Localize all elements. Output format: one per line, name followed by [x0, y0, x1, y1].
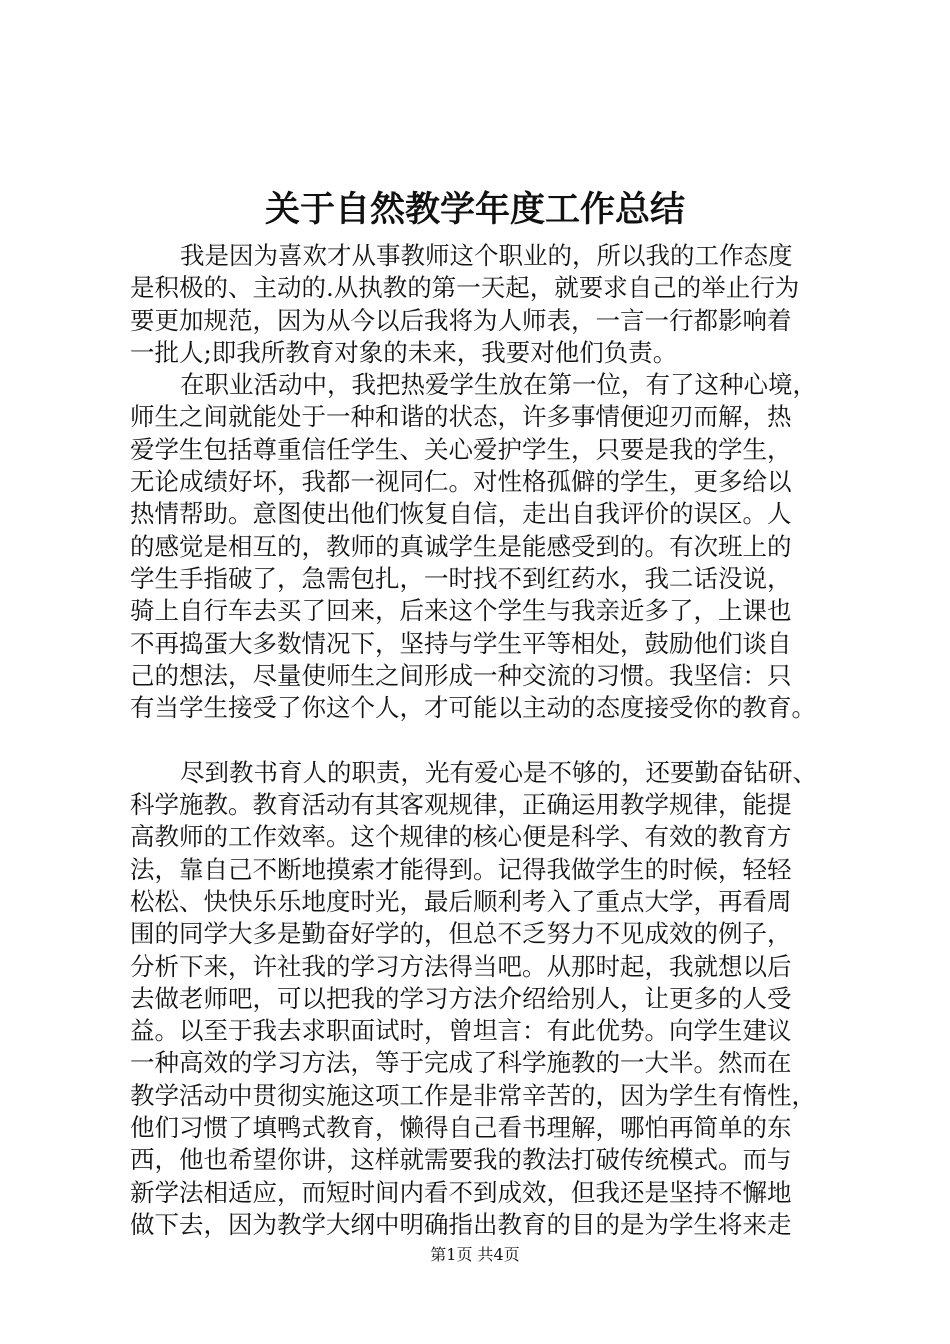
- paragraph-3-line: 一种高效的学习方法，等于完成了科学施教的一大半。然而在: [130, 1048, 792, 1078]
- paragraph-2-line: 不再捣蛋大多数情况下，坚持与学生平等相处，鼓励他们谈自: [130, 628, 792, 658]
- paragraph-2-line: 无论成绩好坏，我都一视同仁。对性格孤僻的学生，更多给以: [130, 467, 792, 497]
- paragraph-3-line: 高教师的工作效率。这个规律的核心便是科学、有效的教育方: [130, 822, 792, 852]
- paragraph-3-line: 尽到教书育人的职责，光有爱心是不够的，还要勤奋钻研、: [180, 757, 817, 787]
- paragraph-2-line: 在职业活动中，我把热爱学生放在第一位，有了这种心境，: [180, 370, 817, 400]
- paragraph-3-line: 围的同学大多是勤奋好学的，但总不乏努力不见成效的例子，: [130, 919, 792, 949]
- document-title: 关于自然教学年度工作总结: [264, 189, 685, 230]
- paragraph-2-line: 己的想法，尽量使师生之间形成一种交流的习惯。我坚信：只: [130, 660, 792, 690]
- paragraph-1-line: 我是因为喜欢才从事教师这个职业的，所以我的工作态度: [180, 241, 793, 270]
- paragraph-2-line: 的感觉是相互的，教师的真诚学生是能感受到的。有次班上的: [130, 531, 792, 561]
- paragraph-3-line: 松松、快快乐乐地度时光，最后顺利考入了重点大学，再看周: [130, 886, 792, 916]
- paragraph-2-line: 有当学生接受了你这个人，才可能以主动的态度接受你的教育。: [130, 693, 816, 723]
- paragraph-3-line: 益。以至于我去求职面试时，曾坦言：有此优势。向学生建议: [130, 1016, 792, 1046]
- paragraph-3-line: 教学活动中贯彻实施这项工作是非常辛苦的，因为学生有惰性，: [130, 1080, 816, 1110]
- paragraph-2-line: 热情帮助。意图使出他们恢复自信，走出自我评价的误区。人: [130, 499, 792, 529]
- page-number-footer: 第1页 共4页: [430, 1245, 520, 1264]
- paragraph-3-line: 分析下来，许社我的学习方法得当吧。从那时起，我就想以后: [130, 951, 792, 981]
- paragraph-2-line: 爱学生包括尊重信任学生、关心爱护学生，只要是我的学生，: [130, 434, 792, 464]
- paragraph-3-line: 新学法相适应，而短时间内看不到成效，但我还是坚持不懈地: [130, 1177, 792, 1207]
- paragraph-spacer: [130, 724, 850, 756]
- paragraph-2-line: 骑上自行车去买了回来，后来这个学生与我亲近多了，上课也: [130, 596, 792, 626]
- paragraph-3-line: 去做老师吧，可以把我的学习方法介绍给别人，让更多的人受: [130, 983, 792, 1013]
- paragraph-3-line: 做下去，因为教学大纲中明确指出教育的目的是为学生将来走: [130, 1209, 792, 1239]
- paragraph-3-line: 法，靠自己不断地摸索才能得到。记得我做学生的时候，轻轻: [130, 854, 792, 884]
- paragraph-1-line: 是积极的、主动的.从执教的第一天起，就要求自己的举止行为: [130, 273, 800, 303]
- document-body: [130, 240, 850, 1241]
- paragraph-2-line: 学生手指破了，急需包扎，一时找不到红药水，我二话没说，: [130, 563, 792, 593]
- paragraph-1-line: 一批人;即我所教育对象的未来，我要对他们负责。: [130, 337, 678, 367]
- paragraph-3-line: 他们习惯了填鸭式教育，懒得自己看书理解，哪怕再简单的东: [130, 1113, 792, 1143]
- paragraph-3-line: 西，他也希望你讲，这样就需要我的教法打破传统模式。而与: [130, 1145, 792, 1175]
- paragraph-1-line: 要更加规范，因为从今以后我将为人师表，一言一行都影响着: [130, 305, 792, 335]
- paragraph-3-line: 科学施教。教育活动有其客观规律，正确运用教学规律，能提: [130, 790, 792, 820]
- paragraph-2-line: 师生之间就能处于一种和谐的状态，许多事情便迎刃而解，热: [130, 402, 792, 432]
